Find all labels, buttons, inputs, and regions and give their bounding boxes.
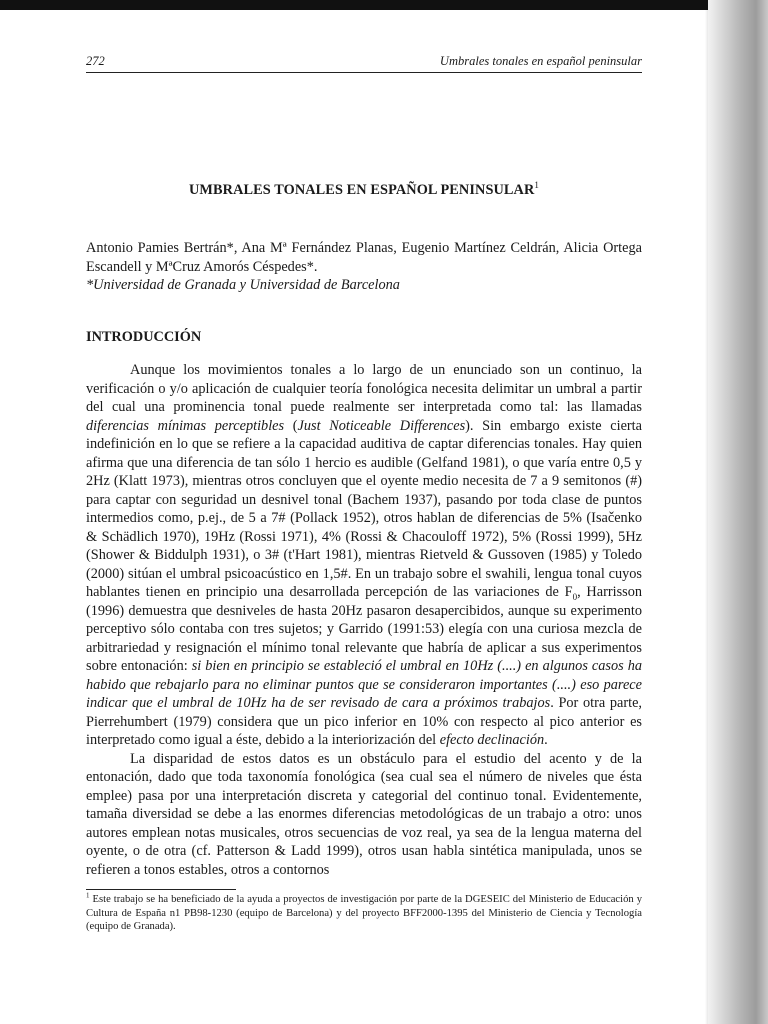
footnote bbox=[86, 893, 642, 934]
p1-text-6: . bbox=[544, 732, 548, 748]
paper-title-text: UMBRALES TONALES EN ESPAÑOL PENINSULAR bbox=[188, 181, 535, 198]
book-spine-shadow bbox=[708, 0, 768, 1024]
paper-title bbox=[86, 181, 642, 200]
running-head bbox=[86, 52, 642, 73]
author-affiliation: *Universidad de Granada y Universidad de Barcelona bbox=[86, 277, 400, 293]
p1-text-4: , Harrisson (1996) demuestra que desniveles de hasta 20Hz pasaron desapercibidos, aunque su experimento perceptivo sólo contaba con tres sujetos; y Garrido (1991:53) elegía con una curiosa mezcla de arbitrariedad y resignación el mínimo tonal relevante que habría de aplicar a sus experimentos sobre entonación: bbox=[86, 584, 642, 674]
p1-text-2: ( bbox=[284, 417, 298, 434]
running-title: Umbrales tonales en español peninsular bbox=[439, 54, 642, 68]
author-block bbox=[86, 239, 642, 295]
section-heading: INTRODUCCIÓN bbox=[86, 328, 202, 345]
p1-italic-quote: si bien en principio se estableció el umbral en 10Hz (....) en algunos casos ha habido que rebajarlo para no eliminar puntos que se consideraron importantes (....) eso parece indicar que el umbral de 10Hz ha de ser revisado de cara a próximos trabajos bbox=[86, 658, 642, 711]
paper-page bbox=[86, 52, 642, 934]
title-footnote-mark: 1 bbox=[534, 179, 540, 190]
p1-text-1: Aunque los movimientos tonales a lo largo de un enunciado son un continuo, la verificación o y/o aplicación de cualquier teoría fonológica necesita delimitar un umbral a partir del cual una prominencia tonal puede realmente ser interpretada como tal: las llamadas bbox=[86, 362, 642, 415]
footnote-text: Este trabajo se ha beneficiado de la ayuda a proyectos de investigación por parte de la DGESEIC del Ministerio de Educación y Cultura de España n1 PB98-1230 (equipo de Barcelona) y del proyecto BFF2000-1395 del Ministerio de Ciencia y Tecnología (equipo de Granada). bbox=[86, 894, 642, 932]
p1-text-3: ). Sin embargo existe cierta indefinición en lo que se refiere a la capacidad auditiva de captar diferencias tonales. Hay quien afirma que una diferencia de tan sólo 1 hercio es audible (Gelfand 1981), o que varía entre 0,5 y 2Hz (Klatt 1973), mientras otros concluyen que el oyente medio necesita de 7 a 9 semitonos (#) para captar con seguridad un desnivel tonal (Bachem 1937), pasando por toda clase de puntos intermedios como, p.ej., de 5 a 7# (Pollack 1952), otros hablan de diferencias de 5% (Isačenko & Schädlich 1970), 19Hz (Rossi 1971), 4% (Rossi & Chacouloff 1972), 5% (Rossi 1999), 5Hz (Shower & Biddulph 1931), o 3# (t'Hart 1981), mientras Rietveld & Gussoven (1985) y Toledo (2000) sitúan el umbral psicoacústico en 1,5#. En un trabajo sobre el swahili, lengua tonal cuyos hablantes tienen en principio una desarrollada percepción de las variaciones de F bbox=[86, 417, 643, 600]
body-paragraph-1 bbox=[86, 361, 642, 750]
p1-text-5: . Por otra parte, Pierrehumbert (1979) considera que un pico inferior en 10% con respecto al pico anterior es interpretado como igual a éste, debido a la interiorización del bbox=[86, 695, 642, 748]
p1-italic-2: Just Noticeable Differences bbox=[297, 417, 466, 434]
body-paragraph-2: La disparidad de estos datos es un obstáculo para el estudio del acento y de la entonación, dado que toda taxonomía fonológica (sea cual sea el número de niveles que ésta emplee) pasa por una interpretación discreta y categorial del continuo tonal. Evidentemente, tamaña diversidad se debe a las enormes diferencias metodológicas de un trabajo a otro: unos autores emplean notas musicales, otros secuencias de voz real, ya sea de la lengua materna del oyente, o de otra (cf. Patterson & Ladd 1999), otros usan habla sintética manipulada, unos se refieren a tonos estables, otros a contornos bbox=[86, 750, 642, 878]
p1-subscript: 0 bbox=[572, 591, 578, 602]
p1-italic-4: efecto declinación bbox=[439, 732, 545, 748]
author-names: Antonio Pamies Bertrán*, Ana Mª Fernández Planas, Eugenio Martínez Celdrán, Alicia Ortega Escandell y MªCruz Amorós Céspedes*. bbox=[86, 240, 642, 275]
footnote-mark: 1 bbox=[86, 891, 90, 900]
p1-italic-1: diferencias mínimas perceptibles bbox=[86, 417, 285, 434]
footnote-rule bbox=[86, 889, 236, 890]
page-number: 272 bbox=[86, 54, 105, 68]
scan-top-edge bbox=[0, 0, 768, 10]
